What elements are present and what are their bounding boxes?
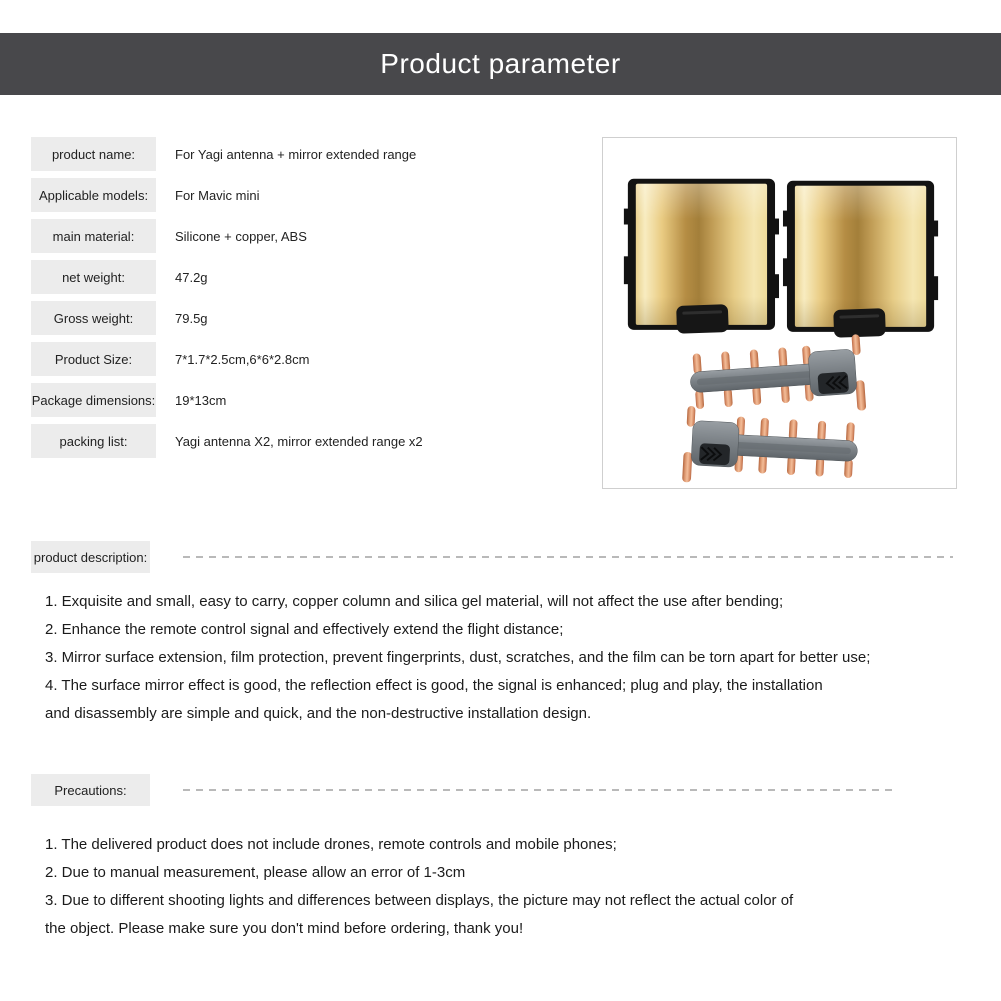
spec-row	[31, 178, 571, 212]
spec-row	[31, 219, 571, 253]
spec-value: For Yagi antenna + mirror extended range	[175, 146, 417, 162]
precaution-line: 2. Due to manual measurement, please allow an error of 1-3cm	[45, 864, 466, 881]
spec-row	[31, 137, 571, 171]
mirror-panel-icon	[783, 181, 938, 338]
product-photo	[602, 137, 957, 489]
description-divider	[183, 556, 953, 558]
description-line: 1. Exquisite and small, easy to carry, copper column and silica gel material, will not affect the use after bending;	[45, 593, 784, 610]
spec-label: Product Size:	[31, 342, 156, 376]
header-bar	[0, 33, 1001, 95]
precautions-text	[45, 831, 975, 943]
product-description-text	[45, 588, 975, 728]
spec-label: main material:	[31, 219, 156, 253]
spec-row	[31, 260, 571, 294]
mirror-panel-icon	[624, 179, 779, 334]
spec-value: Yagi antenna X2, mirror extended range x2	[175, 433, 423, 449]
spec-label: net weight:	[31, 260, 156, 294]
spec-row	[31, 301, 571, 335]
spec-value: 79.5g	[175, 310, 208, 326]
precaution-line: 3. Due to different shooting lights and differences between displays, the picture may not reflect the actual color of	[45, 892, 794, 909]
yagi-antenna-icon	[682, 406, 859, 488]
spec-label: Package dimensions:	[31, 383, 156, 417]
spec-value: 7*1.7*2.5cm,6*6*2.8cm	[175, 351, 310, 367]
precautions-divider	[183, 789, 897, 791]
description-line: 4. The surface mirror effect is good, the reflection effect is good, the signal is enhanced; plug and play, the installation	[45, 677, 823, 694]
spec-label: product name:	[31, 137, 156, 171]
spec-row	[31, 342, 571, 376]
description-line: 3. Mirror surface extension, film protection, prevent fingerprints, dust, scratches, and the film can be torn apart for better use;	[45, 649, 871, 666]
spec-label: packing list:	[31, 424, 156, 458]
spec-value: For Mavic mini	[175, 187, 260, 203]
spec-label: Gross weight:	[31, 301, 156, 335]
spec-label: Applicable models:	[31, 178, 156, 212]
page-title: Product parameter	[380, 48, 621, 79]
description-line: and disassembly are simple and quick, and the non-destructive installation design.	[45, 705, 592, 722]
precaution-line: the object. Please make sure you don't mind before ordering, thank you!	[45, 920, 524, 937]
product-photo-drawing	[603, 138, 956, 488]
spec-value: Silicone + copper, ABS	[175, 228, 307, 244]
precaution-line: 1. The delivered product does not include drones, remote controls and mobile phones;	[45, 836, 617, 853]
precautions-label: Precautions:	[31, 774, 150, 806]
spec-row	[31, 424, 571, 458]
description-line: 2. Enhance the remote control signal and effectively extend the flight distance;	[45, 621, 564, 638]
spec-table	[31, 137, 571, 465]
spec-value: 19*13cm	[175, 392, 227, 408]
product-description-label: product description:	[31, 541, 150, 573]
yagi-antenna-icon	[688, 334, 866, 422]
spec-row	[31, 383, 571, 417]
spec-value: 47.2g	[175, 269, 208, 285]
